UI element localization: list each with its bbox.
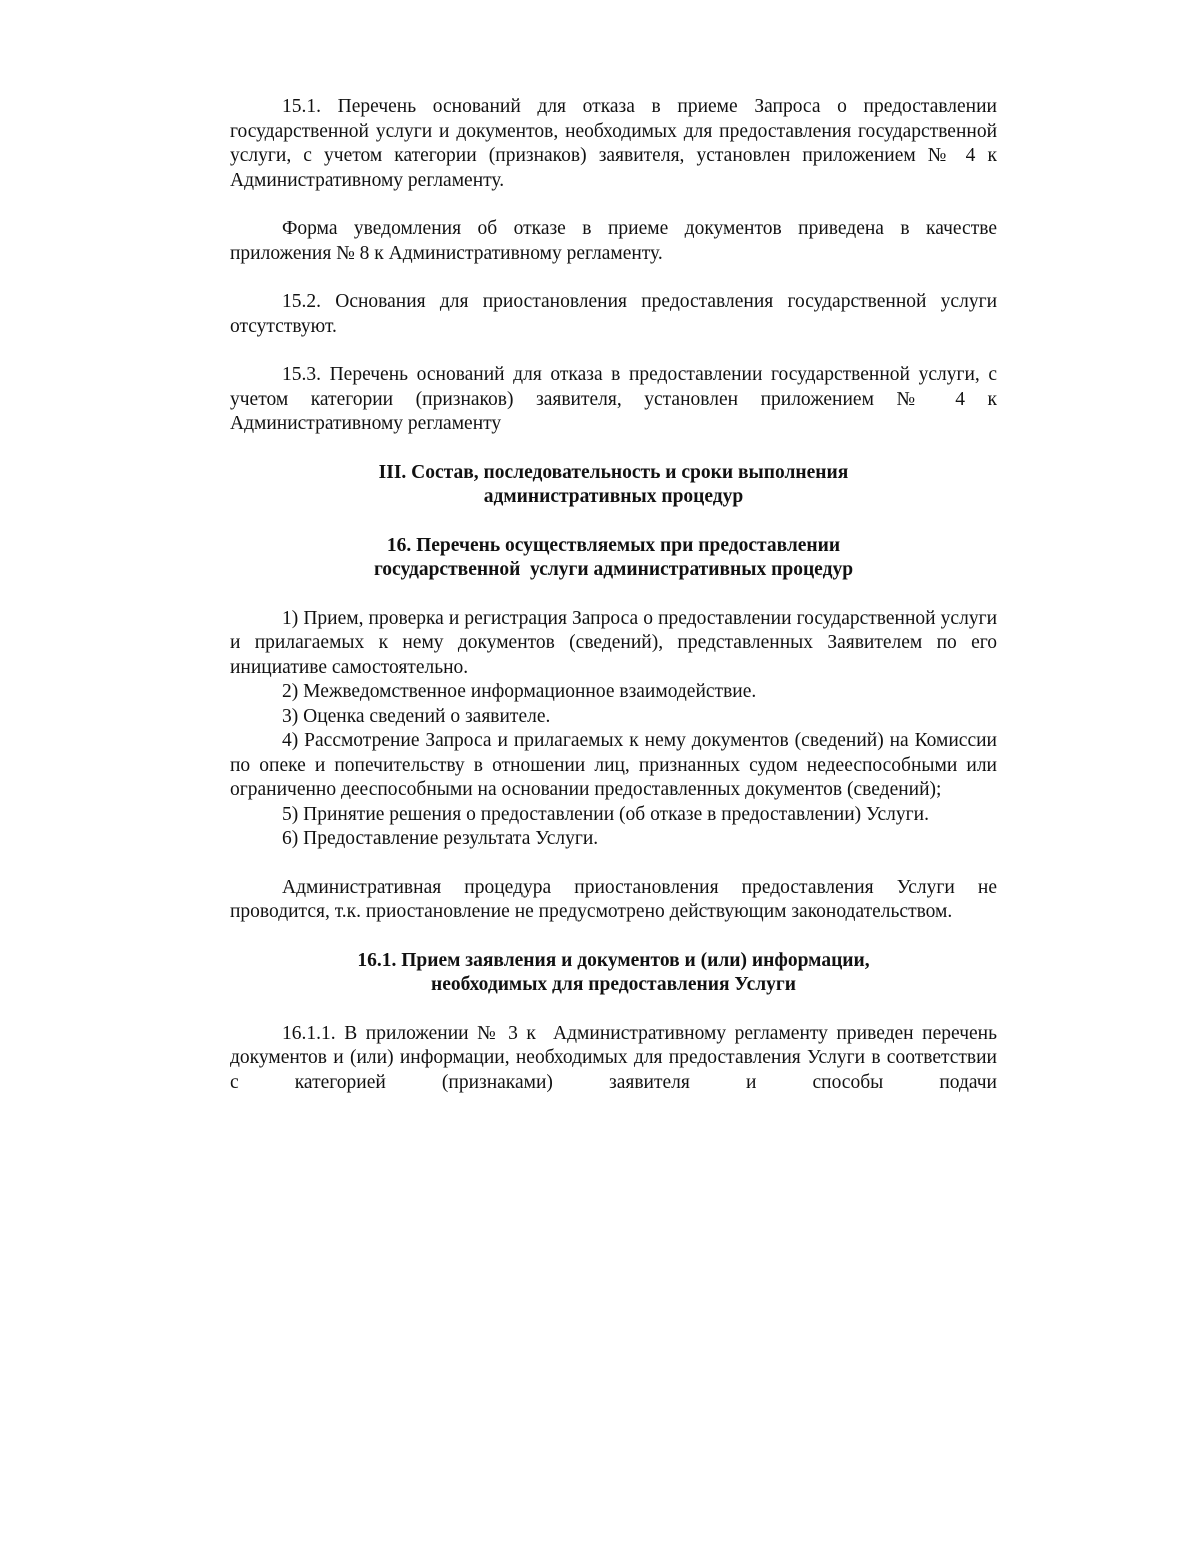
paragraph-15-3: 15.3. Перечень оснований для отказа в предоставлении государственной услуги, с учетом категории (признаков) заявителя, установлен приложением № 4 к Административному регламенту — [230, 364, 997, 434]
paragraph-16-1-1: 16.1.1. В приложении № 3 к Административному регламенту приведен перечень документов и (или) информации, необходимых для предоставления Услуги в соответствии с категорией (признаками) заявителя и способы подачи — [230, 1022, 1002, 1093]
procedure-list — [230, 607, 997, 852]
chapter-3-heading-line-2: административных процедур — [483, 486, 744, 507]
section-16-1-heading-line-2: необходимых для предоставления Услуги — [430, 974, 797, 995]
section-16-1-heading-line-1: 16.1. Прием заявления и документов и (или) информации, — [357, 949, 870, 971]
section-16-1-heading — [230, 949, 997, 998]
paragraph-form-note: Форма уведомления об отказе в приеме документов приведена в качестве приложения № 8 к Административному регламенту. — [230, 218, 997, 264]
procedure-list-item: 3) Оценка сведений о заявителе. — [282, 705, 551, 727]
paragraph-15-1: 15.1. Перечень оснований для отказа в приеме Запроса о предоставлении государственной услуги и документов, необходимых для предоставления государственной услуги, с учетом категории (признаков) заявителя, установлен приложением № 4 к Административному регламенту. — [230, 96, 997, 191]
paragraph-15-2: 15.2. Основания для приостановления предоставления государственной услуги отсутствуют. — [230, 291, 997, 337]
chapter-3-heading-line-1: III. Состав, последовательность и сроки выполнения — [378, 461, 849, 483]
procedure-list-item: 4) Рассмотрение Запроса и прилагаемых к нему документов (сведений) на Комиссии по опеке и попечительству в отношении лиц, признанных судом недееспособными или ограниченно дееспособными на основании предоставленных документов (сведений); — [230, 730, 997, 800]
procedure-list-item: 5) Принятие решения о предоставлении (об отказе в предоставлении) Услуги. — [282, 803, 929, 825]
procedure-list-item: 2) Межведомственное информационное взаимодействие. — [282, 681, 757, 702]
section-16-heading — [230, 534, 997, 583]
document-body — [230, 95, 1002, 1095]
procedure-list-item: 1) Прием, проверка и регистрация Запроса о предоставлении государственной услуги и прилагаемых к нему документов (сведений), представленных Заявителем по его инициативе самостоятельно. — [230, 607, 997, 678]
section-16-heading-line-2: государственной услуги административных процедур — [373, 559, 854, 580]
procedure-list-item: 6) Предоставление результата Услуги. — [282, 828, 599, 849]
paragraph-suspension-note: Административная процедура приостановления предоставления Услуги не проводится, т.к. приостановление не предусмотрено действующим законодательством. — [230, 876, 997, 922]
chapter-3-heading — [230, 461, 997, 510]
section-16-heading-line-1: 16. Перечень осуществляемых при предоставлении — [386, 534, 841, 556]
